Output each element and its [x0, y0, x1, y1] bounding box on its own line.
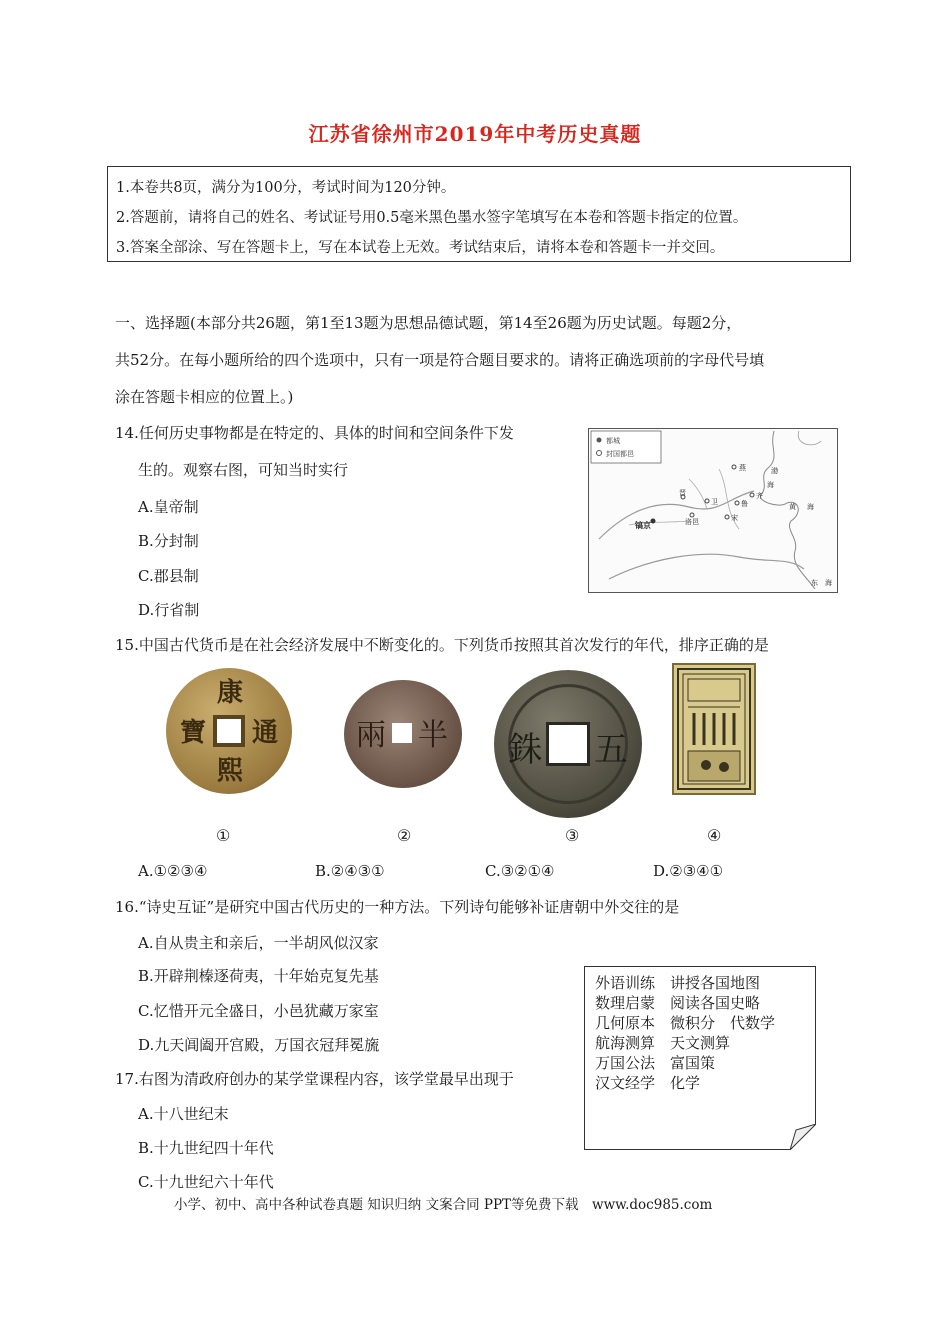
exam-notice-box [107, 166, 851, 262]
course-row-5: 万国公法 富国策 [595, 1054, 716, 1072]
q17-stem: 17.右图为清政府创办的某学堂课程内容，该学堂最早出现于 [115, 1070, 514, 1088]
page-title: 江苏省徐州市2019年中考历史真题 [308, 122, 642, 146]
map-label-hai-1: 海 [767, 481, 774, 489]
q14-option-b: B.分封制 [138, 532, 199, 550]
coin-1-kangxi [166, 668, 292, 794]
coin-2-banliang [344, 680, 462, 788]
q15-stem: 15.中国古代货币是在社会经济发展中不断变化的。下列货币按照其首次发行的年代，排序正确的是 [115, 636, 769, 654]
folded-corner-icon [790, 1124, 816, 1150]
course-row-3: 几何原本 微积分 代数学 [595, 1014, 776, 1032]
q15-option-b: B.②④③① [315, 862, 385, 880]
map-label-hai-3: 海 [825, 579, 832, 587]
coin-label-3: ③ [565, 826, 580, 845]
coin-1-char-top: 康 [217, 678, 244, 708]
q16-option-c: C.忆惜开元全盛日，小邑犹藏万家室 [138, 1002, 379, 1020]
course-row-4: 航海测算 天文测算 [595, 1034, 731, 1052]
q14-option-c: C.郡县制 [138, 567, 199, 585]
q15-option-d: D.②③④① [653, 862, 724, 880]
section-line-2: 共52分。在每小题所给的四个选项中，只有一项是符合题目要求的。请将正确选项前的字母代号填 [115, 351, 765, 369]
paper-money-jiaozi [672, 663, 756, 795]
course-list-box [584, 966, 816, 1150]
map-label-wei: 卫 [711, 498, 718, 506]
western-zhou-map [588, 428, 838, 593]
section-line-3: 涂在答题卡相应的位置上。) [115, 388, 294, 406]
map-label-hai-2: 海 [807, 503, 814, 511]
map-label-yan: 燕 [739, 464, 746, 472]
coin-3-char-right: 五 [594, 730, 628, 770]
notice-line-3: 3.答案全部涂、写在答题卡上，写在本试卷上无效。考试结束后，请将本卷和答题卡一并交回。 [116, 240, 725, 256]
coin-3-char-left: 銖 [508, 730, 542, 770]
q16-option-b: B.开辟荆榛逐荷夷，十年始克复先基 [138, 967, 379, 985]
map-label-lu: 鲁 [741, 500, 748, 508]
map-label-song: 宋 [731, 514, 738, 522]
q16-option-a: A.自从贵主和亲后，一半胡风似汉家 [138, 934, 379, 952]
map-label-bo: 渤 [771, 467, 778, 475]
q16-stem: 16.“诗史互证”是研究中国古代历史的一种方法。下列诗句能够补证唐朝中外交往的是 [115, 898, 680, 916]
section-line-1: 一、选择题(本部分共26题，第1至13题为思想品德试题，第14至26题为历史试题。每题2分， [115, 314, 742, 332]
coin-label-1: ① [216, 826, 231, 845]
section-heading [115, 305, 845, 416]
coin-3-wuzhu [494, 670, 642, 818]
course-row-2: 数理启蒙 阅读各国史略 [595, 994, 761, 1012]
map-label-qi: 齐 [756, 492, 763, 500]
notice-line-1: 1.本卷共8页，满分为100分，考试时间为120分钟。 [116, 180, 456, 196]
coin-label-4: ④ [707, 826, 722, 845]
q16-option-d: D.九天阊阖开宫殿，万国衣冠拜冕旒 [138, 1036, 380, 1054]
map-label-luoyi: 洛邑 [685, 518, 699, 526]
q14-stem-2: 生的。观察右图，可知当时实行 [138, 461, 349, 479]
course-row-6: 汉文经学 化学 [595, 1074, 701, 1092]
q15-option-a: A.①②③④ [138, 862, 208, 880]
map-graphic [589, 429, 836, 591]
coin-1-char-right: 通 [252, 718, 279, 748]
legend-capital-label: 都城 [606, 437, 620, 445]
q14-option-a: A.皇帝制 [138, 498, 199, 516]
map-label-huang: 黄 [789, 503, 796, 511]
course-row-1: 外语训练 讲授各国地图 [595, 974, 761, 992]
q17-option-b: B.十九世纪四十年代 [138, 1139, 274, 1157]
page-footer: 小学、初中、高中各种试卷真题 知识归纳 文案合同 PPT等免费下载 www.doc985.com [174, 1197, 713, 1213]
notice-line-2: 2.答题前，请将自己的姓名、考试证号用0.5毫米黑色墨水签字笔填写在本卷和答题卡指定的位置。 [116, 210, 748, 226]
capital-legend-icon [597, 438, 602, 443]
coin-1-char-bottom: 熙 [217, 756, 244, 786]
q15-option-c: C.③②①④ [485, 862, 555, 880]
q14-stem-1: 14.任何历史事物都是在特定的、具体的时间和空间条件下发 [115, 424, 514, 442]
coin-1-char-left: 寶 [180, 718, 207, 748]
map-label-dong: 东 [811, 579, 818, 587]
legend-state-label: 封国都邑 [606, 450, 634, 458]
q17-option-a: A.十八世纪末 [138, 1105, 229, 1123]
map-label-jin: 晋 [679, 489, 686, 497]
coin-label-2: ② [397, 826, 412, 845]
coin-2-char-right: 半 [418, 718, 448, 753]
q17-option-c: C.十九世纪六十年代 [138, 1173, 274, 1191]
coin-2-char-left: 兩 [356, 718, 386, 753]
q14-option-d: D.行省制 [138, 601, 200, 619]
map-label-haojing: 镐京 [635, 520, 651, 530]
